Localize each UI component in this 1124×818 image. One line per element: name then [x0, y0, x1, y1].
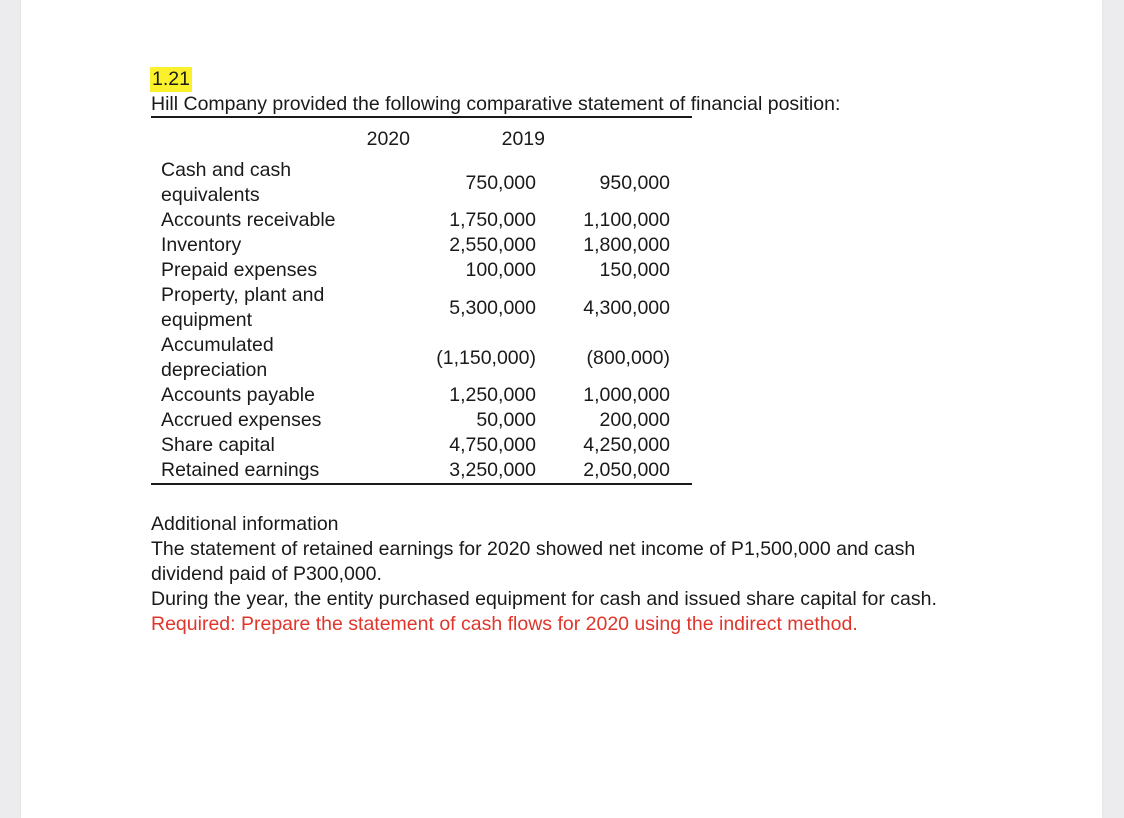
table-bottom-rule [151, 483, 692, 485]
row-label: Inventory [161, 234, 242, 256]
table-row [151, 208, 692, 233]
table-row [151, 283, 692, 333]
row-label: Accounts payable [161, 384, 315, 406]
row-label: Prepaid expenses [161, 259, 318, 281]
column-header-2020: 2020 [366, 128, 410, 150]
table-row [151, 458, 692, 483]
row-value-2020: 100,000 [465, 259, 536, 281]
row-value-2020: 3,250,000 [449, 459, 536, 481]
row-value-2020: 1,250,000 [449, 384, 536, 406]
row-value-2020: 50,000 [476, 409, 536, 431]
row-label: Retained earnings [161, 459, 320, 481]
row-value-2019: (800,000) [586, 346, 670, 369]
row-label: Accounts receivable [161, 209, 336, 231]
financial-position-table [151, 158, 692, 483]
additional-paragraph-1: The statement of retained earnings for 2020 showed net income of P1,500,000 and cash dividend paid of P300,000. [151, 538, 916, 585]
document-page [21, 0, 1102, 818]
row-value-2020: 4,750,000 [449, 434, 536, 456]
row-value-2019: 4,300,000 [583, 296, 670, 319]
problem-number: 1.21 [152, 68, 190, 90]
row-label: Share capital [161, 434, 275, 456]
row-value-2019: 4,250,000 [583, 434, 670, 456]
table-row [151, 158, 692, 208]
table-row [151, 433, 692, 458]
required-instruction: Required: Prepare the statement of cash flows for 2020 using the indirect method. [151, 613, 858, 635]
problem-intro: Hill Company provided the following comparative statement of financial position: [151, 93, 841, 115]
row-label: Accumulated depreciation [161, 334, 274, 381]
row-value-2020: 5,300,000 [449, 296, 536, 319]
row-value-2019: 1,800,000 [583, 234, 670, 256]
table-row [151, 408, 692, 433]
intro-underline [151, 116, 692, 118]
row-label: Accrued expenses [161, 409, 322, 431]
row-value-2020: 2,550,000 [449, 234, 536, 256]
column-header-2019: 2019 [501, 128, 545, 150]
row-label: Property, plant and equipment [161, 284, 325, 331]
row-value-2019: 1,000,000 [583, 384, 670, 406]
row-value-2019: 1,100,000 [583, 209, 670, 231]
row-label: Cash and cash equivalents [161, 159, 292, 206]
additional-paragraph-2: During the year, the entity purchased equipment for cash and issued share capital for cash. [151, 588, 937, 610]
row-value-2019: 2,050,000 [583, 459, 670, 481]
row-value-2019: 200,000 [599, 409, 670, 431]
additional-information [151, 512, 981, 637]
row-value-2020: (1,150,000) [436, 346, 536, 369]
table-row [151, 383, 692, 408]
row-value-2020: 1,750,000 [449, 209, 536, 231]
row-value-2019: 150,000 [599, 259, 670, 281]
table-row [151, 258, 692, 283]
table-row [151, 333, 692, 383]
additional-heading: Additional information [151, 513, 339, 535]
row-value-2020: 750,000 [465, 171, 536, 194]
row-value-2019: 950,000 [599, 171, 670, 194]
table-row [151, 233, 692, 258]
